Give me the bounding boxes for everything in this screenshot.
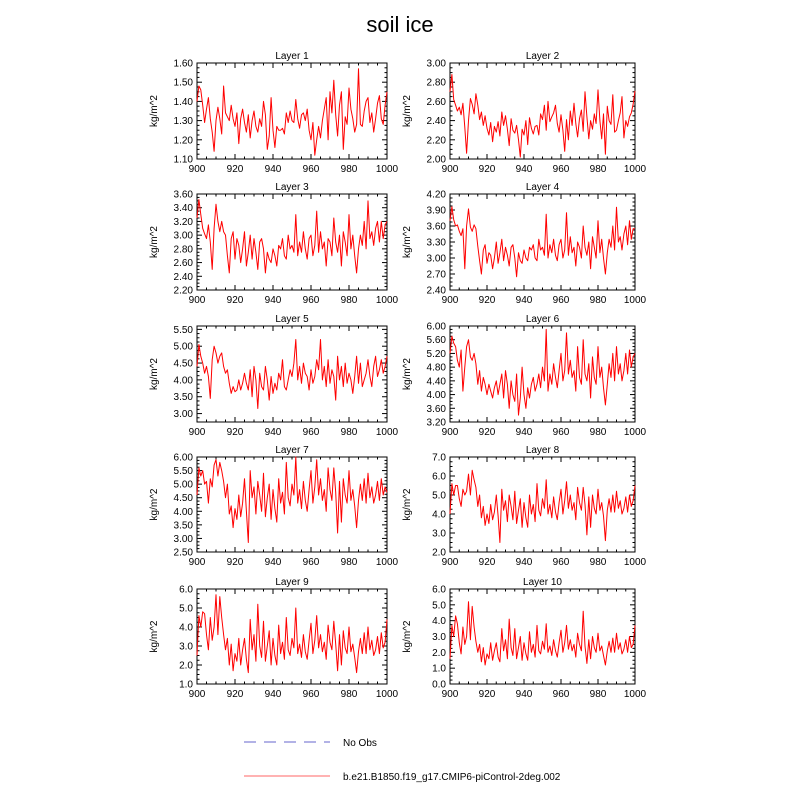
x-tick-label: 960 [302,427,320,438]
y-tick-label: 3.90 [426,205,446,217]
x-tick-label: 980 [589,295,607,306]
y-tick-label: 3.20 [426,417,446,429]
x-tick-label: 980 [589,557,607,568]
y-tick-label: 3.60 [173,189,193,201]
panel-title: Layer 8 [525,445,560,456]
y-axis-label: kg/m^2 [149,358,160,390]
y-tick-label: 4.00 [426,390,446,402]
y-tick-label: 2.0 [432,547,446,559]
y-axis-label: kg/m^2 [402,620,413,653]
y-tick-label: 2.0 [179,660,193,672]
x-tick-label: 940 [264,557,282,568]
x-tick-label: 1000 [375,164,399,175]
x-tick-label: 920 [226,427,244,438]
panel-title: Layer 5 [275,314,309,325]
x-tick-label: 980 [340,557,358,568]
x-tick-label: 900 [188,557,206,568]
x-tick-label: 1000 [375,557,399,568]
y-tick-label: 4.50 [173,358,193,370]
y-tick-label: 3.60 [426,403,446,415]
panel-title: Layer 6 [525,314,560,325]
y-tick-label: 5.0 [432,490,446,502]
y-tick-label: 2.80 [173,244,193,256]
y-tick-label: 5.00 [173,341,193,353]
y-tick-label: 3.60 [426,221,446,233]
x-tick-label: 920 [478,427,496,438]
y-tick-label: 1.50 [173,77,193,89]
x-tick-label: 920 [226,557,244,568]
y-tick-label: 6.00 [173,452,193,464]
x-tick-label: 960 [302,164,320,175]
y-tick-label: 5.60 [426,335,446,347]
y-axis-label: kg/m^2 [149,620,160,653]
x-tick-label: 900 [441,427,459,438]
y-tick-label: 3.00 [173,230,193,242]
x-tick-label: 980 [340,295,358,306]
y-tick-label: 6.00 [426,321,446,333]
y-tick-label: 2.80 [426,77,446,89]
figure-title: soil ice [366,12,434,37]
y-tick-label: 6.0 [432,471,446,483]
x-tick-label: 960 [302,689,320,700]
x-tick-label: 960 [552,427,570,438]
y-tick-label: 3.50 [173,520,193,532]
x-tick-label: 920 [226,689,244,700]
y-tick-label: 2.40 [173,271,193,283]
x-tick-label: 1000 [623,557,647,568]
x-tick-label: 1000 [375,427,399,438]
y-tick-label: 5.20 [426,348,446,360]
y-tick-label: 1.0 [179,679,193,691]
y-tick-label: 3.00 [426,58,446,70]
y-tick-label: 5.50 [173,324,193,336]
y-tick-label: 3.00 [426,253,446,265]
y-axis-label: kg/m^2 [402,95,413,127]
x-tick-label: 960 [552,557,570,568]
y-tick-label: 3.00 [173,409,193,421]
y-tick-label: 5.0 [179,603,193,615]
x-tick-label: 920 [478,689,496,700]
y-tick-label: 4.00 [173,375,193,387]
y-tick-label: 1.40 [173,96,193,108]
y-tick-label: 2.20 [426,135,446,147]
y-tick-label: 2.60 [426,96,446,108]
y-axis-label: kg/m^2 [402,358,413,390]
y-tick-label: 3.30 [426,237,446,249]
x-tick-label: 940 [264,689,282,700]
x-tick-label: 900 [441,164,459,175]
y-tick-label: 1.0 [432,663,446,675]
y-tick-label: 4.0 [432,616,446,628]
panel-title: Layer 2 [525,51,560,62]
y-tick-label: 2.40 [426,116,446,128]
legend-series-label: b.e21.B1850.f19_g17.CMIP6-piControl-2deg.002 [343,772,561,783]
y-tick-label: 7.0 [432,452,446,464]
y-tick-label: 3.0 [432,528,446,540]
x-tick-label: 940 [264,427,282,438]
x-tick-label: 900 [188,295,206,306]
panel-title: Layer 1 [275,51,309,62]
x-tick-label: 920 [478,164,496,175]
x-tick-label: 940 [264,164,282,175]
x-tick-label: 920 [478,295,496,306]
x-tick-label: 1000 [623,164,647,175]
y-tick-label: 2.20 [173,285,193,297]
y-axis-label: kg/m^2 [402,488,413,521]
x-tick-label: 960 [552,689,570,700]
y-tick-label: 4.0 [432,509,446,521]
y-tick-label: 2.00 [426,154,446,166]
x-tick-label: 900 [441,295,459,306]
y-tick-label: 1.20 [173,135,193,147]
x-tick-label: 960 [552,295,570,306]
x-tick-label: 920 [226,295,244,306]
panel-title: Layer 7 [275,445,309,456]
y-tick-label: 1.60 [173,58,193,70]
x-tick-label: 940 [264,295,282,306]
x-tick-label: 920 [478,557,496,568]
y-tick-label: 3.0 [432,632,446,643]
x-tick-label: 940 [515,295,533,306]
y-tick-label: 2.0 [432,647,446,659]
x-tick-label: 940 [515,427,533,438]
x-tick-label: 900 [441,689,459,700]
y-tick-label: 4.50 [173,493,193,505]
y-tick-label: 4.0 [179,622,193,634]
x-tick-label: 960 [302,295,320,306]
y-tick-label: 6.0 [432,584,446,596]
y-tick-label: 3.40 [173,203,193,215]
panel-title: Layer 10 [523,577,562,588]
y-tick-label: 2.70 [426,269,446,281]
x-tick-label: 1000 [375,295,399,306]
x-tick-label: 1000 [623,295,647,306]
x-tick-label: 980 [340,427,358,438]
y-axis-label: kg/m^2 [149,226,160,258]
panel-title: Layer 4 [525,182,560,193]
y-tick-label: 1.10 [173,154,193,166]
y-tick-label: 3.00 [173,533,193,545]
x-tick-label: 980 [340,689,358,700]
x-tick-label: 940 [515,164,533,175]
x-tick-label: 980 [589,427,607,438]
x-tick-label: 940 [515,689,533,700]
y-tick-label: 3.20 [173,216,193,228]
y-tick-label: 2.50 [173,547,193,559]
x-tick-label: 960 [302,557,320,568]
y-axis-label: kg/m^2 [149,95,160,127]
y-tick-label: 4.40 [426,376,446,388]
x-tick-label: 980 [589,689,607,700]
panel-title: Layer 3 [275,182,309,193]
y-tick-label: 5.00 [173,479,193,491]
y-tick-label: 2.60 [173,258,193,270]
x-tick-label: 1000 [623,427,647,438]
y-tick-label: 3.50 [173,392,193,404]
x-tick-label: 960 [552,164,570,175]
x-tick-label: 1000 [375,689,399,700]
y-axis-label: kg/m^2 [402,226,413,258]
y-tick-label: 2.40 [426,285,446,297]
y-tick-label: 5.0 [432,600,446,612]
y-tick-label: 6.0 [179,584,193,596]
y-tick-label: 5.50 [173,466,193,478]
x-tick-label: 900 [188,427,206,438]
y-tick-label: 4.80 [426,362,446,374]
x-tick-label: 920 [226,164,244,175]
legend-no-obs-label: No Obs [343,738,377,749]
y-tick-label: 1.30 [173,116,193,128]
panel-title: Layer 9 [275,577,309,588]
x-tick-label: 940 [515,557,533,568]
x-tick-label: 900 [188,689,206,700]
y-tick-label: 0.0 [432,679,446,691]
x-tick-label: 1000 [623,689,647,700]
y-tick-label: 4.20 [426,189,446,201]
x-tick-label: 980 [340,164,358,175]
x-tick-label: 900 [441,557,459,568]
x-tick-label: 900 [188,164,206,175]
y-tick-label: 4.00 [173,506,193,518]
y-tick-label: 3.0 [179,641,193,653]
y-axis-label: kg/m^2 [149,488,160,521]
x-tick-label: 980 [589,164,607,175]
